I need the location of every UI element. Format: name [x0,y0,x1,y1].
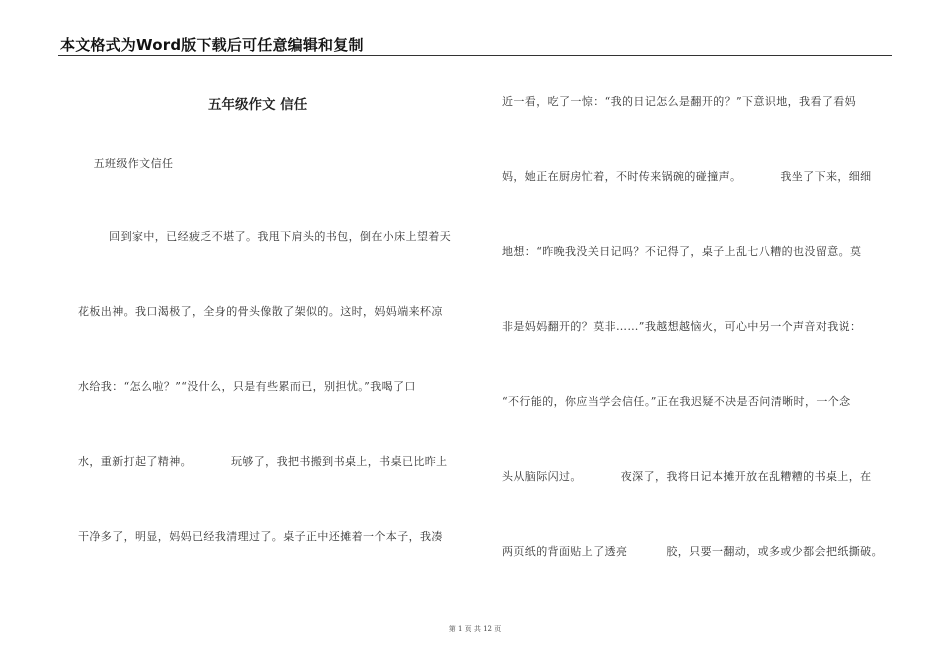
paragraph-line: 回到家中，已经疲乏不堪了。我甩下肩头的书包，倒在小床上望着天 [78,230,452,243]
paragraph-line: 两页纸的背面贴上了透亮 胶，只要一翻动，或多或少都会把纸撕破。 [502,545,883,558]
paragraph-line: 干净多了，明显，妈妈已经我清理过了。桌子正中还摊着一个本子，我凑 [78,530,443,543]
page-number-footer: 第 1 页 共 12 页 [448,625,502,633]
paragraph-line: 花板出神。我口渴极了，全身的骨头像散了架似的。这时，妈妈端来杯凉 [78,305,443,318]
paragraph-line: “不行能的，你应当学会信任。”正在我迟疑不决是否问清晰时，一个念 [502,395,851,408]
document-banner: 本文格式为Word版下载后可任意编辑和复制 [60,36,364,54]
paragraph-line: 非是妈妈翻开的？莫非……”我越想越恼火，可心中另一个声音对我说： [502,320,862,333]
right-column [502,0,886,620]
paragraph-line: 五班级作文信任 [78,157,174,170]
paragraph-line: 地想：“昨晚我没关日记吗？不记得了，桌子上乱七八糟的也没留意。莫 [502,245,862,258]
paragraph-line: 妈，她正在厨房忙着，不时传来锅碗的碰撞声。 我坐了下来，细细 [502,170,872,183]
paragraph-line: 水，重新打起了精神。 玩够了，我把书搬到书桌上，书桌已比昨上 [78,455,448,468]
left-column [78,0,462,620]
paragraph-line: 头从脑际闪过。 夜深了，我将日记本摊开放在乱糟糟的书桌上，在 [502,470,872,483]
document-title: 五年级作文 信任 [208,97,308,113]
paragraph-line: 水给我：“怎么啦？”“没什么，只是有些累而已，别担忧。”我喝了口 [78,380,416,393]
paragraph-line: 近一看，吃了一惊：“我的日记怎么是翻开的？”下意识地，我看了看妈 [502,95,857,108]
